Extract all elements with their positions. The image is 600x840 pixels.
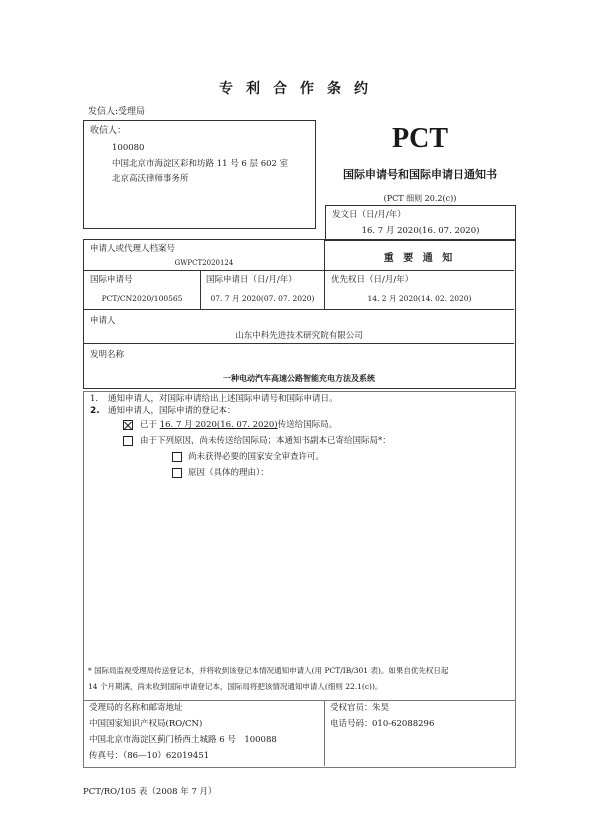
option1-text [140, 419, 337, 431]
transmitted-checkbox[interactable] [123, 420, 133, 430]
recipient-firm: 北京高沃律师事务所 [112, 174, 189, 184]
office-name: 中国国家知识产权局(RO/CN) [89, 719, 203, 729]
intl-app-no-label: 国际申请号 [90, 275, 133, 285]
mailing-date-box [325, 205, 516, 241]
file-ref-label: 申请人或代理人档案号 [90, 244, 176, 254]
officer-label: 受权官员： [330, 703, 373, 713]
file-ref-cell [84, 240, 325, 271]
item2-number: 2. [90, 406, 100, 416]
important-notice: 重 要 通 知 [383, 253, 456, 264]
invention-value: 一种电动汽车高速公路智能充电方法及系统 [223, 374, 375, 383]
phone-label: 电话号码： [330, 719, 373, 729]
page-title: 专利合作条约 [219, 81, 381, 97]
mailing-date-value: 16. 7 月 2020(16. 07. 2020) [361, 226, 480, 236]
security-clearance-checkbox[interactable] [172, 452, 182, 462]
applicant-label: 申请人 [90, 316, 116, 326]
office-address: 中国北京市海淀区蓟门桥西土城路 6 号 100088 [89, 735, 277, 745]
office-box [83, 700, 516, 768]
option2a-text: 尚未获得必要的国家安全审查许可。 [188, 452, 325, 462]
invention-cell [84, 344, 514, 387]
intl-app-no-cell [84, 271, 201, 310]
application-details-table [83, 239, 516, 389]
item1-number: 1. [90, 394, 99, 404]
office-label: 受理局的名称和邮寄地址 [89, 703, 183, 713]
file-ref-value: GWPCT2020124 [174, 259, 234, 267]
item1-text: 通知申请人，对国际申请给出上述国际申请号和国际申请日。 [108, 394, 338, 404]
option2b-text: 原因（具体的理由）： [188, 468, 269, 478]
officer-name: 朱昊 [372, 703, 390, 713]
mailing-date-label: 发文日（日/月/年） [332, 210, 406, 220]
priority-date-label: 优先权日（日/月/年） [331, 275, 414, 285]
option1-suffix: 传送给国际局。 [277, 420, 338, 430]
office-address-cell [84, 701, 325, 766]
recipient-address: 中国北京市海淀区彩和坊路 11 号 6 层 602 室 [112, 159, 289, 169]
intl-filing-date-cell [201, 271, 325, 310]
recipient-box [83, 120, 316, 229]
form-footer: PCT/RO/105 表（2008 年 7 月） [83, 787, 217, 797]
intl-app-no-value: PCT/CN2020/100565 [101, 294, 183, 303]
item2-text: 通知申请人，国际申请的登记本： [108, 406, 236, 416]
form-name: 国际申请号和国际申请日通知书 [343, 168, 497, 181]
officer-cell [325, 701, 514, 766]
invention-label: 发明名称 [90, 350, 125, 360]
recipient-label: 收信人： [90, 126, 127, 136]
pct-heading: PCT [392, 123, 448, 154]
intl-filing-date-value: 07. 7 月 2020(07. 07. 2020) [210, 294, 315, 303]
recipient-postcode: 100080 [112, 143, 145, 153]
option2-text: 由于下列原因，尚未传送给国际局；本通知书副本已寄给国际局*： [140, 436, 391, 446]
not-transmitted-checkbox[interactable] [123, 436, 133, 446]
priority-date-cell [325, 271, 514, 310]
sender-label: 发信人:受理局 [88, 107, 146, 117]
footnote-line2: 14 个月期满，尚未收到国际申请登记本，国际局将把该情况通知申请人(细则 22.1(c))。 [88, 682, 383, 691]
intl-filing-date-label: 国际申请日（日/月/年） [206, 275, 297, 285]
form-rule: (PCT 细则 20.2(c)) [383, 194, 457, 203]
other-reason-checkbox[interactable] [172, 468, 182, 478]
applicant-cell [84, 310, 514, 344]
priority-date-value: 14. 2 月 2020(14. 02. 2020) [367, 294, 472, 303]
notice-box [83, 391, 516, 701]
option1-date: 16. 7 月 2020(16. 07. 2020) [159, 420, 278, 430]
phone-value: 010-62088296 [372, 719, 435, 729]
footnote-line1: * 国际局监视受理局传送登记本，并将收到该登记本情况通知申请人(用 PCT/IB/301 表)。如果自优先权日起 [88, 666, 449, 675]
applicant-value: 山东中科先进技术研究院有限公司 [235, 331, 363, 341]
office-fax: 传真号：（86—10）62019451 [89, 751, 210, 761]
option1-prefix: 已于 [140, 420, 158, 430]
important-notice-cell [325, 240, 514, 271]
